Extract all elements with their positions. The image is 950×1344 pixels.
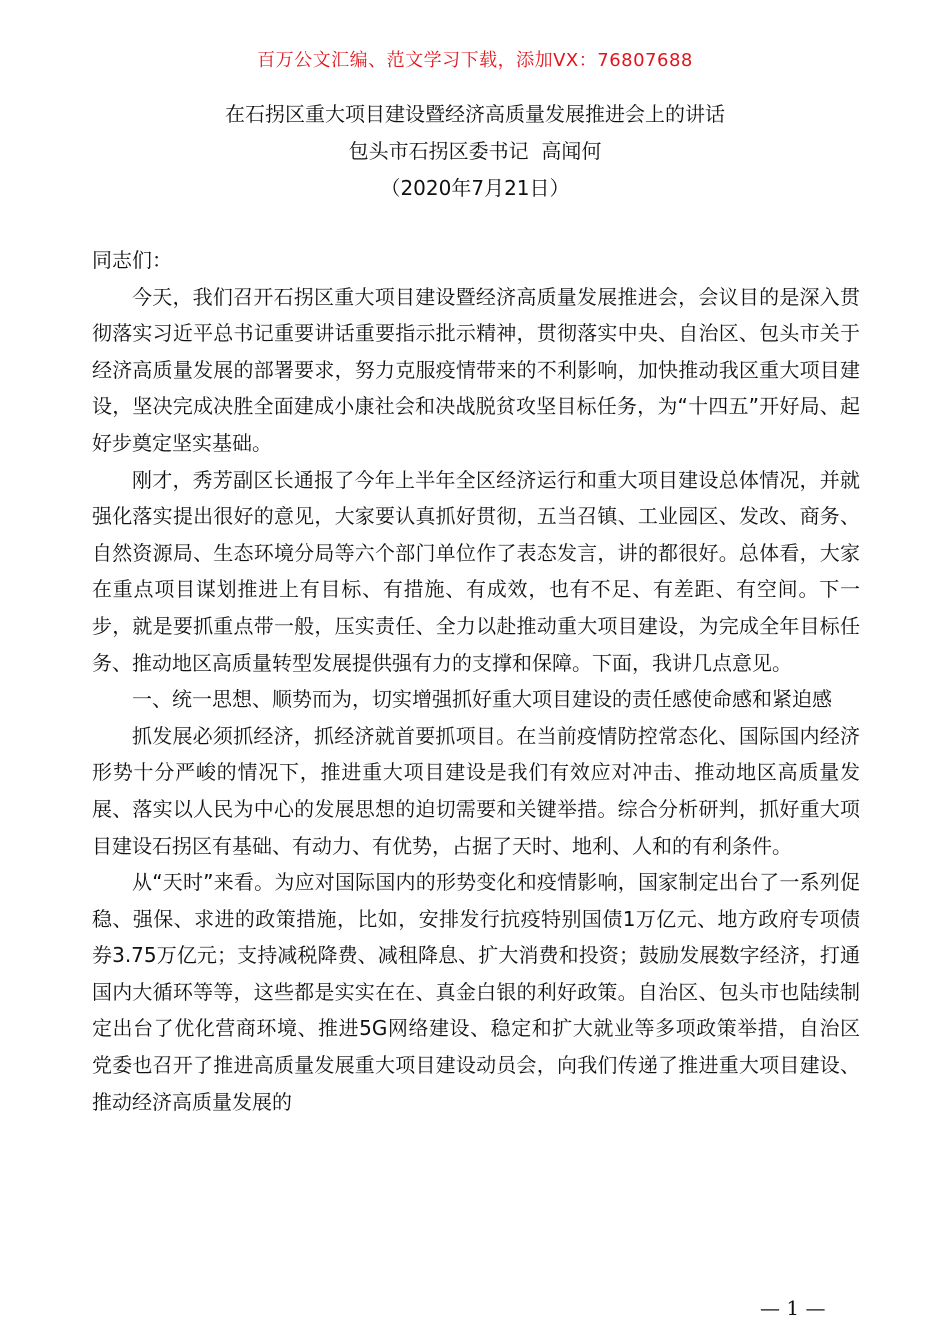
speaker-line: 包头市石拐区委书记 高闻何 xyxy=(348,139,602,163)
paragraph-4: 从“天时”来看。为应对国际国内的形势变化和疫情影响，国家制定出台了一系列促稳、强保、求进的政策措施，比如，安排发行抗疫特别国债1万亿元、地方政府专项债券3.75万亿元；支持减税降费、减租降息、扩大消费和投资；鼓励发展数字经济，打通国内大循环等等，这些都是实实在在、真金白银的利好政策。自治区、包头市也陆续制定出台了优化营商环境、推进5G网络建设、稳定和扩大就业等多项政策举措，自治区党委也召开了推进高质量发展重大项目建设动员会，向我们传递了推进重大项目建设、推动经济高质量发展的 xyxy=(92,870,860,1114)
section-heading-1: 一、统一思想、顺势而为，切实增强抓好重大项目建设的责任感使命感和紧迫感 xyxy=(132,687,832,712)
paragraph-3: 抓发展必须抓经济，抓经济就首要抓项目。在当前疫情防控常态化、国际国内经济形势十分严峻的情况下，推进重大项目建设是我们有效应对冲击、推动地区高质量发展、落实以人民为中心的发展思想的迫切需要和关键举措。综合分析研判，抓好重大项目建设石拐区有基础、有动力、有优势，占据了天时、地利、人和的有利条件。 xyxy=(92,723,860,858)
document-body xyxy=(92,242,860,1120)
paragraph-1: 今天，我们召开石拐区重大项目建设暨经济高质量发展推进会，会议目的是深入贯彻落实习近平总书记重要讲话重要指示批示精神，贯彻落实中央、自治区、包头市关于经济高质量发展的部署要求，努力克服疫情带来的不利影响，加快推动我区重大项目建设，坚决完成决胜全面建成小康社会和决战脱贫攻坚目标任务，为“十四五”开好局、起好步奠定坚实基础。 xyxy=(92,284,860,455)
salutation: 同志们： xyxy=(92,248,172,272)
document-title: 在石拐区重大项目建设暨经济高质量发展推进会上的讲话 xyxy=(225,102,725,126)
paragraph-2: 刚才，秀芳副区长通报了今年上半年全区经济运行和重大项目建设总体情况，并就强化落实提出很好的意见，大家要认真抓好贯彻，五当召镇、工业园区、发改、商务、自然资源局、生态环境分局等六个部门单位作了表态发言，讲的都很好。总体看，大家在重点项目谋划推进上有目标、有措施、有成效，也有不足、有差距、有空间。下一步，就是要抓重点带一般，压实责任、全力以赴推动重大项目建设，为完成全年目标任务、推动地区高质量转型发展提供强有力的支撑和保障。下面，我讲几点意见。 xyxy=(92,467,860,675)
title-block xyxy=(0,96,950,207)
date-line: （2020年7月21日） xyxy=(380,176,570,200)
watermark-banner: 百万公文汇编、范文学习下载，添加VX：76807688 xyxy=(257,50,693,71)
page-number: — 1 — xyxy=(760,1296,826,1320)
